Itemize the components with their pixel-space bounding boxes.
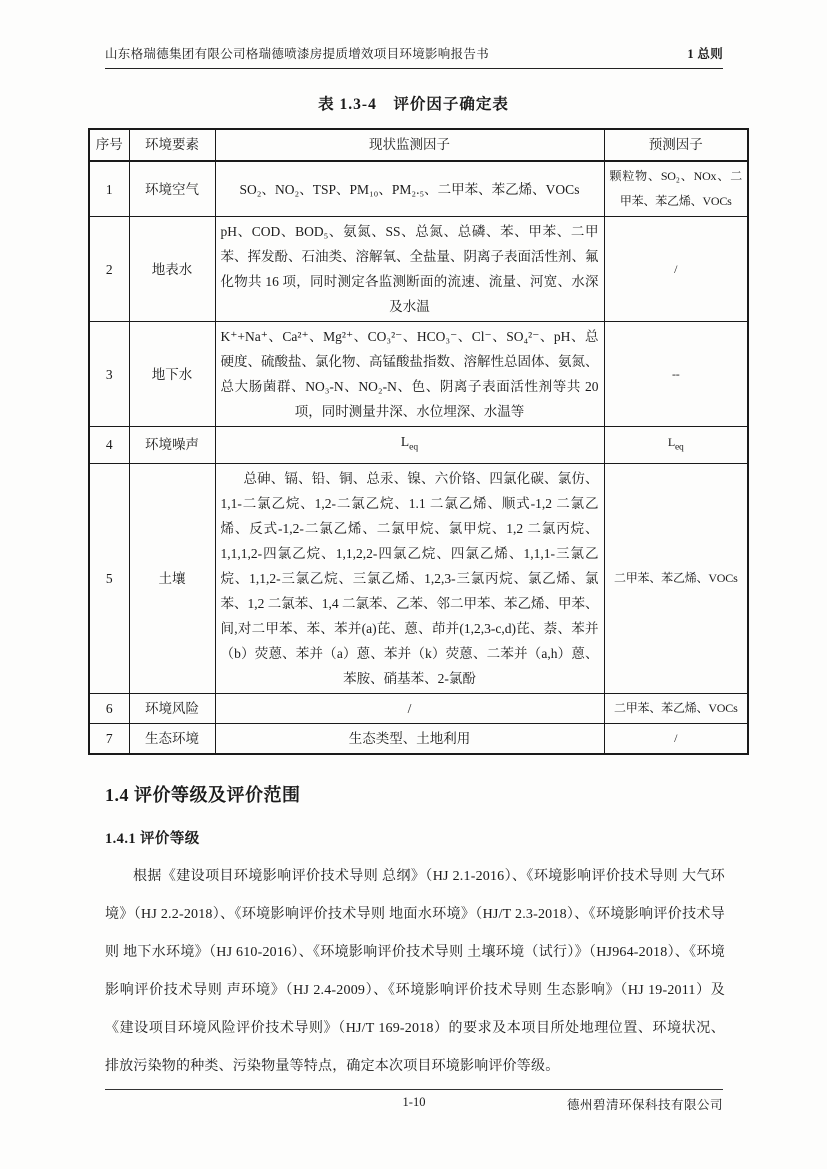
cell-predicted: / — [604, 217, 748, 322]
page-number: 1-10 — [402, 1095, 426, 1109]
cell-element: 环境噪声 — [129, 427, 215, 464]
cell-element: 生态环境 — [129, 723, 215, 754]
cell-predicted: -- — [604, 322, 748, 427]
factors-table-body — [89, 161, 748, 754]
cell-current: pH、COD、BOD₅、氨氮、SS、总氮、总磷、苯、甲苯、二甲苯、挥发酚、石油类、溶解氧、全盐量、阴离子表面活性剂、氟化物共 16 项，同时测定各监测断面的流速、流量、河宽、水深及水温 — [215, 217, 604, 322]
header-chapter-label: 1 总则 — [687, 47, 723, 61]
running-header — [105, 44, 723, 69]
table-row — [89, 693, 748, 723]
footer-company-name: 德州碧清环保科技有限公司 — [566, 1098, 723, 1112]
cell-predicted: $L_{eq}$ — [604, 427, 748, 464]
cell-current: K⁺+Na⁺、Ca²⁺、Mg²⁺、CO₃²⁻、HCO₃⁻、Cl⁻、SO₄²⁻、pH、总硬度、硫酸盐、氯化物、高锰酸盐指数、溶解性总固体、氨氮、总大肠菌群、NO₃-N、NO₂-N、色、阴离子表面活性剂等共 20 项，同时测量井深、水位埋深、水温等 — [215, 322, 604, 427]
cell-no: 6 — [89, 693, 129, 723]
cell-current: / — [215, 693, 604, 723]
cell-current: 生态类型、土地利用 — [215, 723, 604, 754]
cell-no: 1 — [89, 161, 129, 217]
table-row — [89, 463, 748, 693]
table-header-row — [89, 129, 748, 161]
table-row — [89, 723, 748, 754]
cell-element: 环境风险 — [129, 693, 215, 723]
cell-no: 4 — [89, 427, 129, 464]
cell-predicted: 二甲苯、苯乙烯、VOCs — [604, 693, 748, 723]
cell-no: 2 — [89, 217, 129, 322]
cell-element: 地表水 — [129, 217, 215, 322]
evaluation-factors-table — [88, 128, 749, 755]
cell-current: $L_{eq}$ — [215, 427, 604, 464]
column-header-element: 环境要素 — [129, 129, 215, 161]
table-row — [89, 427, 748, 464]
table-header — [89, 129, 748, 161]
cell-predicted: 二甲苯、苯乙烯、VOCs — [604, 463, 748, 693]
table-row — [89, 322, 748, 427]
cell-predicted: 颗粒物、SO₂、NOx、二甲苯、苯乙烯、VOCs — [604, 161, 748, 217]
column-header-no: 序号 — [89, 129, 129, 161]
cell-current: 总砷、镉、铅、铜、总汞、镍、六价铬、四氯化碳、氯仿、1,1-二氯乙烷、1,2-二氯乙烷、1.1 二氯乙烯、顺式-1,2 二氯乙烯、反式-1,2-二氯乙烯、二氯甲烷、氯甲烷、1,2 二氯丙烷、1,1,1,2-四氯乙烷、1,1,2,2-四氯乙烷、四氯乙烯、1,1,1-三氯乙烷、1,1,2-三氯乙烷、三氯乙烯、1,2,3-三氯丙烷、氯乙烯、氯苯、1,2 二氯苯、1,4 二氯苯、乙苯、邻二甲苯、苯乙烯、甲苯、间,对二甲苯、苯、苯并(a)芘、蒽、茚并(1,2,3-c,d)芘、萘、苯并（b）荧蒽、苯并（a）蒽、苯并（k）荧蒽、二苯并（a,h）蒽、苯胺、硝基苯、2-氯酚 — [215, 463, 604, 693]
table-row — [89, 161, 748, 217]
cell-no: 7 — [89, 723, 129, 754]
subsection-heading: 1.4.1 评价等级 — [105, 830, 200, 847]
cell-current: SO₂、NO₂、TSP、PM₁₀、PM₂.₅、二甲苯、苯乙烯、VOCs — [215, 161, 604, 217]
cell-element: 环境空气 — [129, 161, 215, 217]
cell-no: 3 — [89, 322, 129, 427]
cell-predicted: / — [604, 723, 748, 754]
subscript-text: eq — [675, 442, 684, 453]
section-heading: 1.4 评价等级及评价范围 — [105, 784, 301, 805]
column-header-predicted: 预测因子 — [604, 129, 748, 161]
table-title: 表 1.3-4 评价因子确定表 — [318, 96, 509, 113]
body-paragraph: 根据《建设项目环境影响评价技术导则 总纲》（HJ 2.1-2016）、《环境影响评价技术导则 大气环境》（HJ 2.2-2018）、《环境影响评价技术导则 地面水环境》（HJ/T 2.3-2018）、《环境影响评价技术导则 地下水环境》（HJ 610-2016）、《环境影响评价技术导则 土壤环境（试行）》（HJ964-2018）、《环境影响评价技术导则 声环境》（HJ 2.4-2009）、《环境影响评价技术导则 生态影响》（HJ 19-2011）及《建设项目环境风险评价技术导则》（HJ/T 169-2018）的要求及本项目所处地理位置、环境状况、排放污染物的种类、污染物量等特点，确定本次项目环境影响评价等级。 — [105, 868, 725, 1074]
column-header-current: 现状监测因子 — [215, 129, 604, 161]
header-report-title: 山东格瑞德集团有限公司格瑞德喷漆房提质增效项目环境影响报告书 — [105, 47, 490, 61]
running-footer — [105, 1089, 723, 1119]
subscript-text: eq — [409, 442, 419, 453]
table-row — [89, 217, 748, 322]
cell-element: 地下水 — [129, 322, 215, 427]
cell-no: 5 — [89, 463, 129, 693]
cell-element: 土壤 — [129, 463, 215, 693]
